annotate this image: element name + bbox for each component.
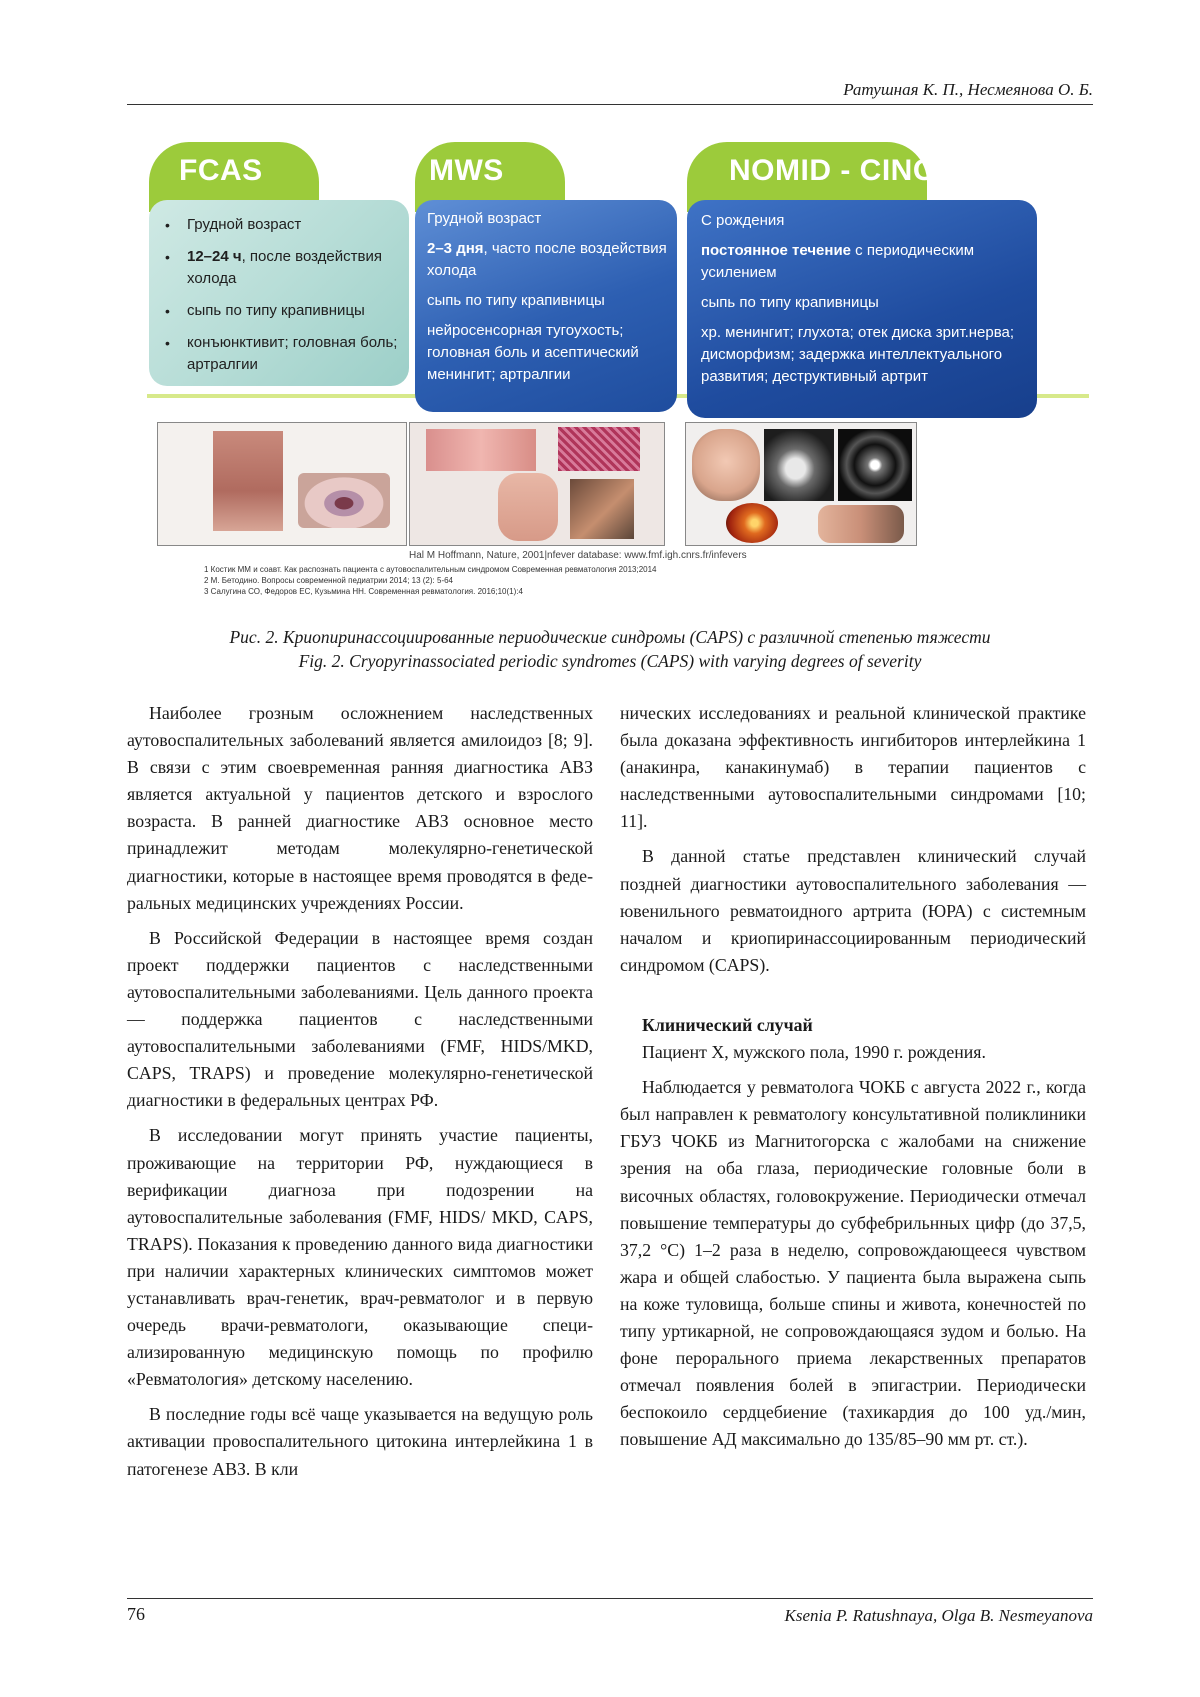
list-item-text: , часто после воздействия холода (427, 240, 667, 279)
caption-ru: Рис. 2. Криопиринассоциированные периодические синдромы (CAPS) с различной степенью тяжести (229, 627, 991, 647)
bold-term: 12–24 ч (187, 248, 242, 265)
photo-fcas (157, 422, 407, 546)
photo-histology (558, 427, 640, 471)
reference-line: 2 М. Бетодино. Вопросы современной педиатрии 2014; 13 (2): 5-64 (204, 576, 453, 585)
paragraph: В исследовании могут принять участие пациенты, проживающие на территории РФ, нуждающиеся в верификации диагноза при подозрении на аутовоспалительные заболевания (FMF, HIDS/ MKD, CAPS, TRAPS). Показания к проведению данного вида диагностики при наличии характерных клинических симптомов может устанавливать врач-генетик, врач-ревматолог и в первую очередь врачи-ревматологи, оказывающие специализированную медицинскую помощь по профилю «Ревматология» детскому населению. (127, 1125, 593, 1390)
list-item (427, 238, 667, 282)
section-heading: Клинический случай (642, 1014, 813, 1035)
panel-fcas (149, 200, 409, 386)
photo-eye (298, 473, 390, 528)
list-item (161, 246, 399, 290)
list-item: • конъюнктивит; головная боль; артралгии (161, 332, 399, 376)
photo-child-face (692, 429, 760, 501)
panel-title-mws: MWS (429, 154, 504, 187)
paragraph: нических исследованиях и реальной клинической практике была доказана эффективность ингибиторов интерлейкина 1 (анакинра, канакинумаб) в терапии пациентов с наследственными аутовоспалительными синдромами [10; 11]. (620, 703, 1086, 832)
bold-term: 2–3 дня (427, 240, 484, 257)
paragraph: Наблюдается у ревматолога ЧОКБ с августа 2022 г., когда был направлен к ревматологу консультативной поликлиники ГБУЗ ЧОКБ из Магнитогорска с жалобами на снижение зрения на оба глаза, периодические головные боли в височных областях, головокружение. Периодически отмечал повышение температуры до субфебрильнных цифр (до 37,5, 37,2 °С) 1–2 раза в неделю, сопровождающееся чувством жара и общей слабостью. У пациента была выражена сыпь на коже туловища, больше спины и живота, конечностей по типу уртикарной, не сопровождающаяся зудом и болью. На фоне перорального приема лекарственных препаратов отмечал появления болей в эпигастрии. Периодически беспокоило сердцебиение (тахикардия до 100 уд./мин, повышение АД максимально до 135/85–90 мм рт. ст.). (620, 1077, 1086, 1450)
paragraph: В данной статье представлен клинический случай поздней диагностики аутовоспалительного заболевания — ювенильного ревматоидного артрита (ЮРА) с системным началом и криопиринассоциированным периодический синдромом (CAPS). (620, 846, 1086, 975)
caption-en: Fig. 2. Cryopyrinassociated periodic syndromes (CAPS) with varying degrees of severity (298, 651, 922, 671)
figure-caps (147, 122, 1089, 596)
reference-line: 3 Салугина СО, Федоров ЕС, Кузьмина НН. Современная ревматология. 2016;10(1):4 (204, 587, 523, 596)
photo-child-profile (818, 505, 904, 543)
paragraph: В последние годы всё чаще указывается на ведущую роль активации провоспалительного цитокина интерлейкина 1 в патогенезе АВЗ. В кли (127, 1404, 593, 1479)
bold-term: постоянное течение (701, 242, 852, 259)
photo-fundus (726, 503, 778, 543)
photo-mws (409, 422, 665, 546)
list-item-text: , после воздействия холода (187, 248, 382, 287)
photo-ear (570, 479, 634, 539)
list-item (701, 240, 1025, 284)
photo-skin-rash (426, 429, 536, 471)
paragraph: Пациент Х, мужского пола, 1990 г. рождения. (642, 1042, 986, 1063)
list-item: С рождения (701, 212, 785, 229)
photo-feet (498, 473, 558, 541)
panel-title-nomid: NOMID - CINCA (729, 154, 958, 187)
panel-title-fcas: FCAS (179, 154, 263, 187)
list-item: сыпь по типу крапивницы (701, 294, 879, 311)
list-item: • Грудной возраст (161, 214, 399, 236)
panel-nomid (687, 200, 1037, 418)
paragraph: Наиболее грозным осложнением наследственных аутовоспалительных заболеваний является амилоидоз [8; 9]. В связи с этим своевременная ранняя диагностика АВЗ является актуальной у пациентов детского и взрослого возраста. В ранней диагностике АВЗ основное место принадлежит методам молекулярно-генетической диагностики, которые в настоящее время проводятся в федеральных медицинских учреждениях России. (127, 703, 593, 913)
left-column (127, 700, 593, 1491)
running-head-authors: Ратушная К. П., Несмеянова О. Б. (843, 80, 1093, 99)
right-column (620, 700, 1086, 1461)
list-item: нейросенсорная тугоухость; головная боль и асептический менингит; артралгии (427, 322, 639, 383)
list-item-text: с периодическим усилением (701, 242, 975, 281)
photo-nomid (685, 422, 917, 546)
figure-caption (127, 625, 1093, 673)
list-item: • сыпь по типу крапивницы (161, 300, 399, 322)
header-rule (127, 104, 1093, 105)
list-item: хр. менингит; глухота; отек диска зрит.нерва; дисморфизм; задержка интеллектуального развития; деструктивный артрит (701, 324, 1015, 385)
list-item: Грудной возраст (427, 210, 542, 227)
footer-rule (127, 1598, 1093, 1599)
photo-skin-rash (213, 431, 283, 531)
reference-line: 1 Костик ММ и соавт. Как распознать пациента с аутовоспалительным синдромом Современная ревматология 2013;2014 (204, 565, 657, 574)
photo-xray-knee (764, 429, 834, 501)
panel-mws (415, 200, 677, 412)
paragraph: В Российской Федерации в настоящее время создан проект поддержки пациентов с наследственными аутовоспалительными заболеваниями. Цель данного проекта — поддержка пациентов с наследственными аутовоспалительными заболеваниями (FMF, HIDS/MKD, CAPS, TRAPS) и проведение молекулярно-генетической диагностики в федеральных центрах РФ. (127, 927, 593, 1111)
figure-references (204, 564, 764, 597)
running-foot-authors: Ksenia P. Ratushnaya, Olga B. Nesmeyanova (784, 1606, 1093, 1625)
list-item: сыпь по типу крапивницы (427, 292, 605, 309)
page-number: 76 (127, 1604, 145, 1624)
figure-credit: Hal M Hoffmann, Nature, 2001|nfever database: www.fmf.igh.cnrs.fr/infevers (409, 550, 747, 561)
photo-mri (838, 429, 912, 501)
